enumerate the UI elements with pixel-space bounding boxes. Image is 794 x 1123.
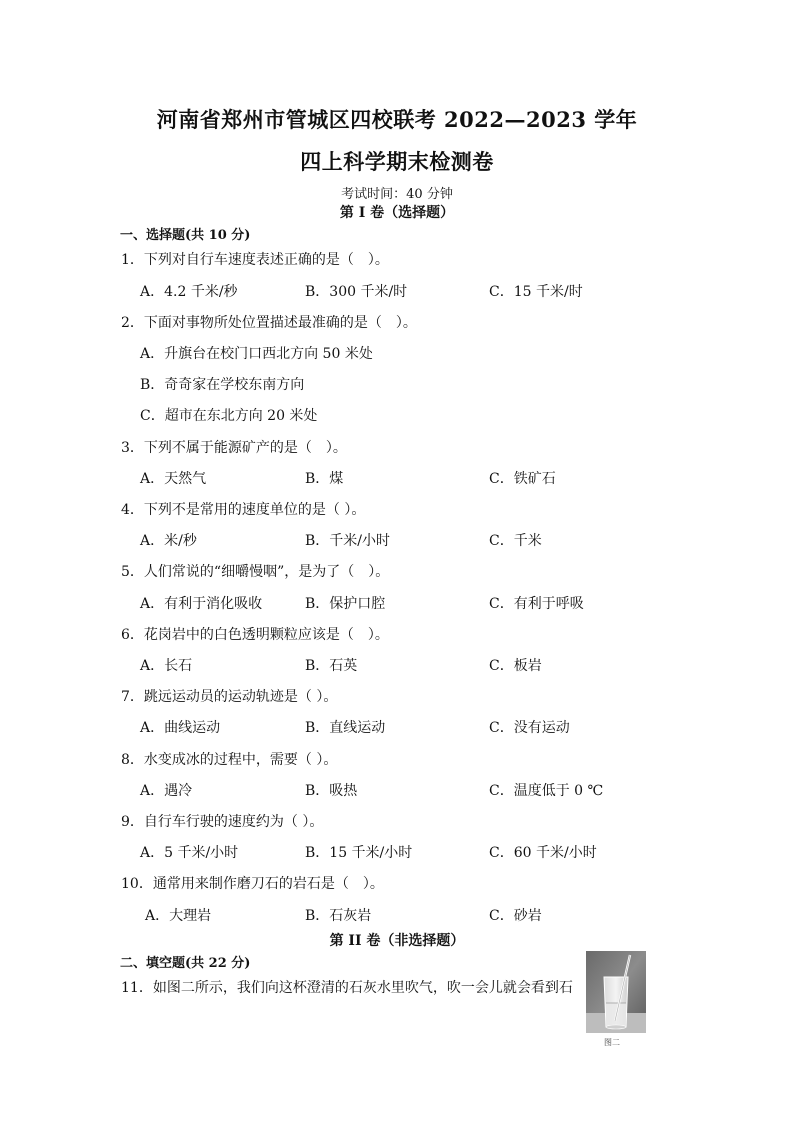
question-7: 7．跳远运动员的运动轨迹是（ ）。: [121, 689, 338, 705]
question-10: 10．通常用来制作磨刀石的岩石是（ ）。: [121, 876, 384, 892]
q4-option-c: C．千米: [489, 533, 542, 549]
q4-option-a: A．米/秒: [140, 533, 197, 549]
q2-option-b: B．奇奇家在学校东南方向: [140, 377, 305, 393]
q2-option-c: C．超市在东北方向 20 米处: [140, 408, 318, 424]
q3-option-b: B．煤: [305, 471, 344, 487]
question-1: 1．下列对自行车速度表述正确的是（ ）。: [121, 252, 389, 268]
question-11: 11．如图二所示，我们向这杯澄清的石灰水里吹气，吹一会儿就会看到石: [121, 980, 573, 996]
q8-option-b: B．吸热: [305, 783, 358, 799]
q6-option-c: C．板岩: [489, 658, 542, 674]
q3-option-a: A．天然气: [140, 471, 207, 487]
q2-option-a: A．升旗台在校门口西北方向 50 米处: [140, 346, 373, 362]
figure-2-limewater-glass: [586, 951, 646, 1033]
q3-option-c: C．铁矿石: [489, 471, 556, 487]
volume-2-heading: 第 II 卷（非选择题）: [329, 933, 465, 949]
question-4: 4．下列不是常用的速度单位的是（ ）。: [121, 502, 366, 518]
q10-option-c: C．砂岩: [489, 908, 542, 924]
q9-option-b: B．15 千米/小时: [305, 845, 413, 861]
exam-title-line2: 四上科学期末检测卷: [300, 149, 494, 174]
q4-option-b: B．千米/小时: [305, 533, 391, 549]
q1-option-b: B．300 千米/时: [305, 284, 408, 300]
q1-option-c: C．15 千米/时: [489, 284, 583, 300]
figure-2-caption: 图二: [604, 1038, 620, 1047]
question-5: 5．人们常说的“细嚼慢咽”，是为了（ ）。: [121, 564, 390, 580]
question-6: 6．花岗岩中的白色透明颗粒应该是（ ）。: [121, 627, 389, 643]
q10-option-a: A．大理岩: [145, 908, 212, 924]
q7-option-c: C．没有运动: [489, 720, 570, 736]
q6-option-a: A．长石: [140, 658, 193, 674]
q8-option-a: A．遇冷: [140, 783, 193, 799]
question-8: 8．水变成冰的过程中，需要（ ）。: [121, 752, 338, 768]
q6-option-b: B．石英: [305, 658, 358, 674]
section-1-heading: 一、选择题(共 10 分): [120, 228, 251, 243]
q5-option-a: A．有利于消化吸收: [140, 596, 263, 612]
question-3: 3．下列不属于能源矿产的是（ ）。: [121, 440, 347, 456]
q9-option-c: C．60 千米/小时: [489, 845, 597, 861]
q5-option-c: C．有利于呼吸: [489, 596, 584, 612]
question-9: 9．自行车行驶的速度约为（ ）。: [121, 814, 324, 830]
volume-1-heading: 第 I 卷（选择题）: [339, 205, 455, 221]
q1-option-a: A．4.2 千米/秒: [140, 284, 238, 300]
q9-option-a: A．5 千米/小时: [140, 845, 239, 861]
q7-option-a: A．曲线运动: [140, 720, 221, 736]
question-2: 2．下面对事物所处位置描述最准确的是（ ）。: [121, 315, 417, 331]
q8-option-c: C．温度低于 0 ℃: [489, 783, 604, 799]
exam-title-line1: 河南省郑州市管城区四校联考 2022—2023 学年: [156, 107, 638, 132]
exam-time: 考试时间：40 分钟: [341, 187, 453, 202]
q5-option-b: B．保护口腔: [305, 596, 386, 612]
q7-option-b: B．直线运动: [305, 720, 386, 736]
section-2-heading: 二、填空题(共 22 分): [120, 956, 251, 971]
q10-option-b: B．石灰岩: [305, 908, 372, 924]
